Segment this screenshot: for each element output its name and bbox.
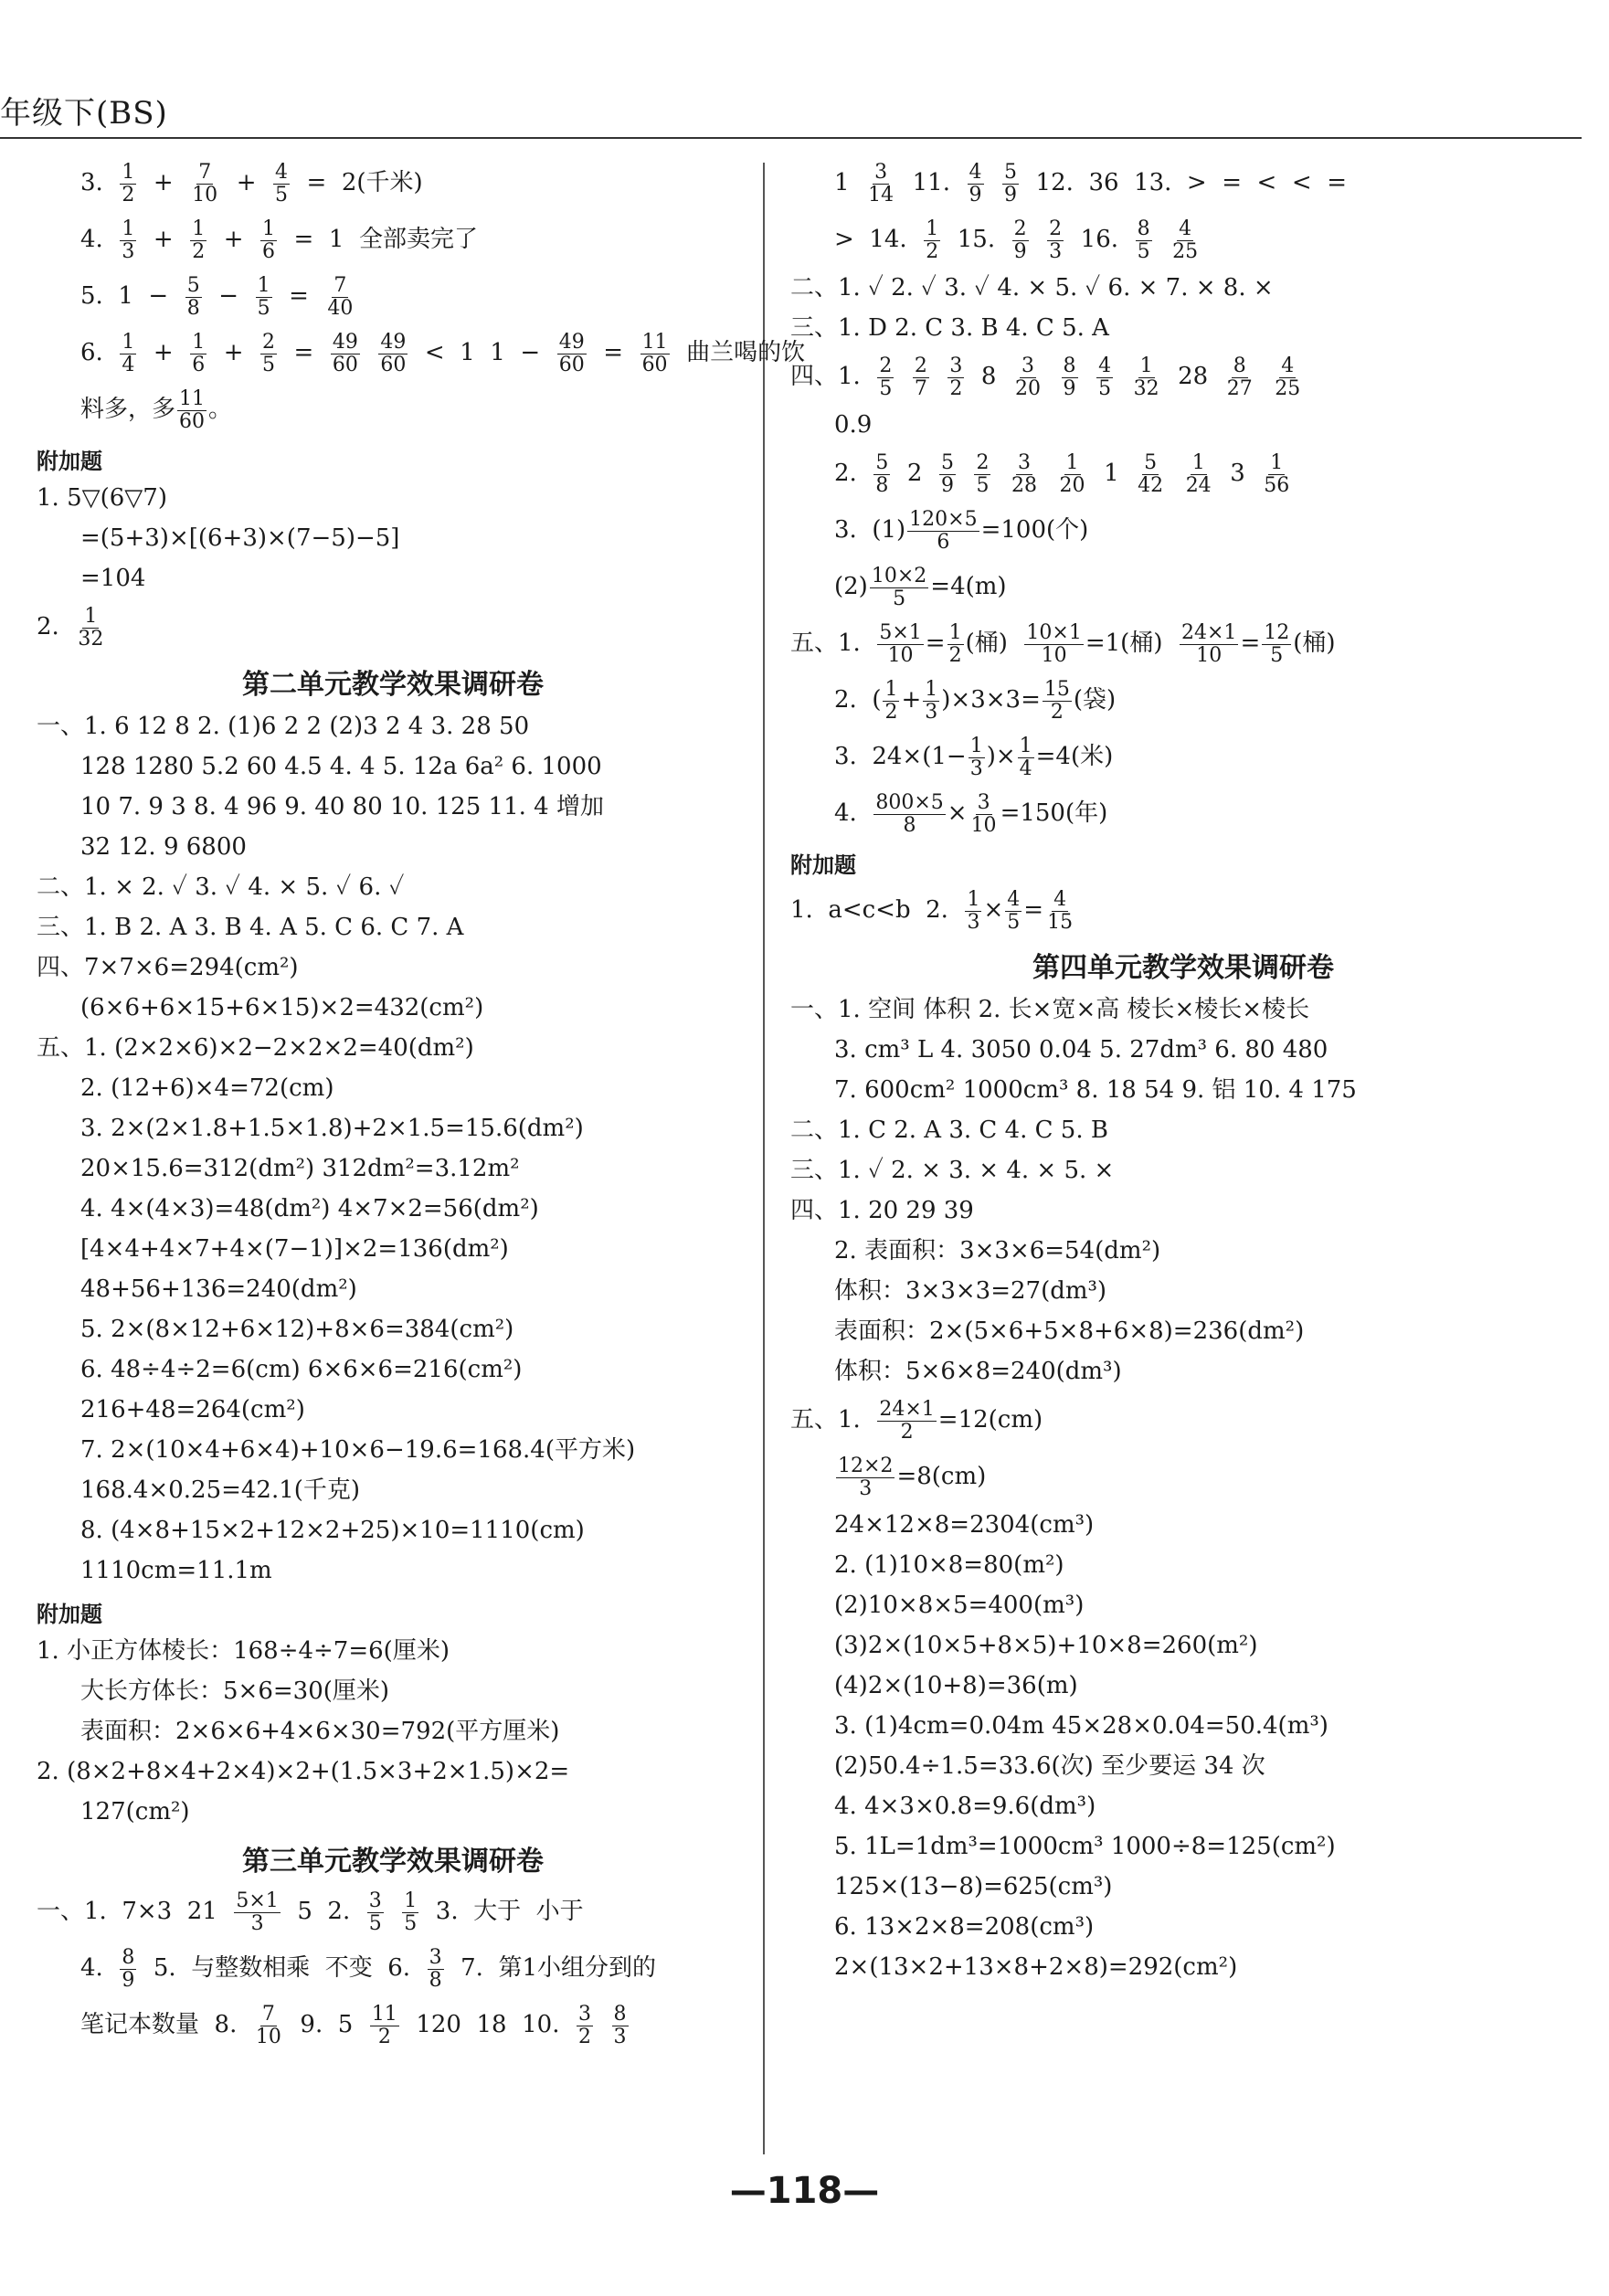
section-title-unit4: 第四单元教学效果调研卷 bbox=[1032, 952, 1334, 984]
answer-line: 216+48=264(cm²) bbox=[80, 1396, 305, 1424]
answer-line: 4. 1 3 + 1 2 + 1 6 = 1 全部卖完了 bbox=[80, 217, 478, 263]
section-title-unit2: 第二单元教学效果调研卷 bbox=[242, 669, 544, 701]
answer-line: 2. 表面积：3×3×6=54(dm²) bbox=[834, 1237, 1161, 1265]
fraction: 4 5 bbox=[1098, 354, 1112, 400]
fraction: 7 10 bbox=[255, 2003, 281, 2048]
fraction: 3 14 bbox=[868, 161, 894, 206]
answer-line: 10 7. 9 3 8. 4 96 9. 40 80 10. 125 11. 4 增加 bbox=[80, 793, 604, 821]
fraction: 7 10 bbox=[192, 161, 218, 206]
fraction: 11 2 bbox=[371, 2003, 397, 2048]
answer-line: 128 1280 5.2 60 4.5 4. 4 5. 12a 6a² 6. 1000 bbox=[80, 753, 602, 781]
answer-line: =104 bbox=[80, 565, 146, 593]
fraction: 49 60 bbox=[380, 331, 407, 376]
answer-line: 二、1. × 2. ✓ 3. ✓ 4. × 5. ✓ 6. ✓ bbox=[37, 873, 405, 902]
answer-line: 四、1. 2 5 2 7 3 2 8 3 20 8 9 4 5 1 32 28 8 27 4 25 bbox=[790, 354, 1301, 400]
fraction: 1 20 bbox=[1059, 451, 1085, 497]
fraction: 4 25 bbox=[1172, 217, 1199, 263]
fraction: 3 20 bbox=[1015, 354, 1042, 400]
answer-line: 5. 1L=1dm³=1000cm³ 1000÷8=125(cm²) bbox=[834, 1833, 1336, 1861]
answer-line: 1. a<c<b 2. 1 3 × 4 5 = 4 15 bbox=[790, 888, 1074, 934]
right-column bbox=[790, 155, 1576, 1988]
fraction: 4 25 bbox=[1275, 354, 1301, 400]
answer-line: 1110cm=11.1m bbox=[80, 1557, 272, 1585]
left-column bbox=[37, 155, 806, 2054]
fraction: 1 2 bbox=[884, 678, 898, 724]
fraction: 1 3 bbox=[122, 217, 135, 263]
answer-line: 3. 2×(2×1.8+1.5×1.8)+2×1.5=15.6(dm²) bbox=[80, 1115, 584, 1143]
fraction: 3 28 bbox=[1011, 451, 1038, 497]
fraction: 1 56 bbox=[1264, 451, 1290, 497]
fraction: 4 9 bbox=[969, 161, 982, 206]
fraction: 5×1 10 bbox=[879, 621, 922, 667]
answer-line: 2. (1)10×8=80(m²) bbox=[834, 1551, 1064, 1580]
fraction: 1 4 bbox=[122, 331, 135, 376]
answer-line: 表面积：2×6×6+4×6×30=792(平方厘米) bbox=[80, 1718, 560, 1746]
answer-line: 五、1. (2×2×6)×2−2×2×2=40(dm²) bbox=[37, 1034, 474, 1063]
answer-line: (3)2×(10×5+8×5)+10×8=260(m²) bbox=[834, 1632, 1258, 1660]
fraction: 2 3 bbox=[1049, 217, 1063, 263]
fraction: 3 10 bbox=[970, 791, 997, 837]
fraction: 3 5 bbox=[368, 1889, 382, 1935]
fraction: 2 5 bbox=[976, 451, 990, 497]
fraction: 4 5 bbox=[1007, 888, 1021, 934]
answer-line: 24×12×8=2304(cm³) bbox=[834, 1511, 1095, 1539]
fraction: 1 2 bbox=[192, 217, 206, 263]
fraction: 5 8 bbox=[186, 274, 200, 320]
answer-line: 一、1. 7×3 21 5×1 3 5 2. 3 5 1 5 3. 大于 小于 bbox=[37, 1889, 584, 1935]
page-number: —118— bbox=[729, 2170, 880, 2212]
fraction: 800×5 8 bbox=[875, 791, 944, 837]
answer-line: 7. 2×(10×4+6×4)+10×6−19.6=168.4(平方米) bbox=[80, 1436, 636, 1465]
fraction: 3 2 bbox=[578, 2003, 591, 2048]
answer-line: 一、1. 6 12 8 2. (1)6 2 2 (2)3 2 4 3. 28 50 bbox=[37, 713, 530, 741]
answer-line: (2)50.4÷1.5=33.6(次) 至少要运 34 次 bbox=[834, 1752, 1265, 1781]
bonus-heading: 附加题 bbox=[790, 852, 856, 878]
answer-line: 1. 5▽(6▽7) bbox=[37, 484, 167, 513]
fraction: 10×2 5 bbox=[871, 565, 927, 610]
answer-line: 32 12. 9 6800 bbox=[80, 833, 247, 862]
answer-line: 一、1. 空间 体积 2. 长×宽×高 棱长×棱长×棱长 bbox=[790, 996, 1310, 1024]
fraction: 12 5 bbox=[1264, 621, 1290, 667]
fraction: 1 4 bbox=[1019, 735, 1032, 780]
answer-line: 48+56+136=240(dm²) bbox=[80, 1275, 357, 1304]
fraction: 15 2 bbox=[1043, 678, 1070, 724]
bonus-heading: 附加题 bbox=[37, 1601, 102, 1627]
answer-line: > 14. 1 2 15. 2 9 2 3 16. 8 5 4 25 bbox=[834, 217, 1199, 263]
answer-line: 大长方体长：5×6=30(厘米) bbox=[80, 1677, 390, 1706]
answer-line: 8. (4×8+15×2+12×2+25)×10=1110(cm) bbox=[80, 1517, 585, 1545]
fraction: 2 7 bbox=[914, 354, 927, 400]
fraction: 1 24 bbox=[1185, 451, 1212, 497]
answer-line: =(5+3)×[(6+3)×(7−5)−5] bbox=[80, 524, 400, 553]
fraction: 12×2 3 bbox=[838, 1455, 894, 1500]
fraction: 4 15 bbox=[1047, 888, 1074, 934]
answer-line: 三、1. B 2. A 3. B 4. A 5. C 6. C 7. A bbox=[37, 914, 464, 942]
answer-line: 料多，多 11 60 。 bbox=[80, 387, 233, 433]
fraction: 7 40 bbox=[327, 274, 354, 320]
answer-line: 体积：5×6×8=240(dm³) bbox=[834, 1358, 1122, 1386]
answer-line: 2×(13×2+13×8+2×8)=292(cm²) bbox=[834, 1953, 1238, 1982]
answer-line: 3. 1 2 + 7 10 + 4 5 = 2(千米) bbox=[80, 161, 423, 206]
answer-line: 三、1. D 2. C 3. B 4. C 5. A bbox=[790, 314, 1109, 343]
answer-line: 2. ( 1 2 + 1 3 )×3×3= 15 2 (袋) bbox=[834, 678, 1117, 724]
fraction: 2 5 bbox=[262, 331, 276, 376]
answer-line: 1 3 14 11. 4 9 5 9 12. 36 13. > = < < = bbox=[834, 161, 1347, 206]
fraction: 2 5 bbox=[879, 354, 893, 400]
answer-line: 20×15.6=312(dm²) 312dm²=3.12m² bbox=[80, 1155, 520, 1183]
bonus-heading: 附加题 bbox=[37, 448, 102, 474]
fraction: 8 9 bbox=[122, 1946, 135, 1992]
answer-line: 1. 小正方体棱长：168÷4÷7=6(厘米) bbox=[37, 1637, 450, 1666]
fraction: 1 2 bbox=[926, 217, 939, 263]
header-rule bbox=[0, 137, 1582, 139]
answer-line: 2. 1 32 bbox=[37, 605, 104, 651]
answer-line: 6. 48÷4÷2=6(cm) 6×6×6=216(cm²) bbox=[80, 1356, 523, 1384]
fraction: 8 5 bbox=[1137, 217, 1150, 263]
fraction: 8 27 bbox=[1226, 354, 1253, 400]
answer-line: (4)2×(10+8)=36(m) bbox=[834, 1672, 1078, 1700]
answer-line: 5. 1 − 5 8 − 1 5 = 7 40 bbox=[80, 274, 354, 320]
answer-line: 3. 24×(1− 1 3 )× 1 4 =4(米) bbox=[834, 735, 1114, 780]
fraction: 1 2 bbox=[122, 161, 135, 206]
answer-line: 3. cm³ L 4. 3050 0.04 5. 27dm³ 6. 80 480 bbox=[834, 1036, 1328, 1064]
answer-line: 0.9 bbox=[834, 411, 873, 439]
answer-line: 2. 5 8 2 5 9 2 5 3 28 1 20 1 5 42 1 24 3 1 56 bbox=[834, 451, 1290, 497]
answer-line: 168.4×0.25=42.1(千克) bbox=[80, 1476, 361, 1505]
answer-line: 12×2 3 =8(cm) bbox=[838, 1455, 987, 1500]
fraction: 1 6 bbox=[192, 331, 206, 376]
fraction: 3 8 bbox=[429, 1946, 442, 1992]
answer-line: 二、1. ✓ 2. ✓ 3. ✓ 4. × 5. ✓ 6. × 7. × 8. × bbox=[790, 274, 1274, 302]
answer-line: 四、1. 20 29 39 bbox=[790, 1197, 974, 1225]
answer-line: 4. 8 9 5. 与整数相乘 不变 6. 3 8 7. 第1小组分到的 bbox=[80, 1946, 657, 1992]
answer-line: (2)10×8×5=400(m³) bbox=[834, 1592, 1085, 1620]
fraction: 5 42 bbox=[1138, 451, 1164, 497]
fraction: 49 60 bbox=[558, 331, 585, 376]
fraction: 120×5 6 bbox=[909, 508, 978, 554]
fraction: 1 3 bbox=[925, 678, 938, 724]
fraction: 4 5 bbox=[275, 161, 289, 206]
answer-line: 127(cm²) bbox=[80, 1798, 190, 1826]
column-divider bbox=[763, 163, 765, 2154]
fraction: 8 9 bbox=[1063, 354, 1076, 400]
answer-line: (2) 10×2 5 =4(m) bbox=[834, 565, 1007, 610]
fraction: 1 3 bbox=[969, 735, 983, 780]
answer-line: 体积：3×3×3=27(dm³) bbox=[834, 1277, 1107, 1306]
fraction: 1 6 bbox=[262, 217, 276, 263]
fraction: 2 9 bbox=[1013, 217, 1027, 263]
page-header: 年级下(BS) bbox=[0, 95, 168, 132]
fraction: 1 32 bbox=[78, 605, 104, 651]
answer-line: 6. 13×2×8=208(cm³) bbox=[834, 1913, 1095, 1942]
answer-line: 5. 2×(8×12+6×12)+8×6=384(cm²) bbox=[80, 1316, 514, 1344]
answer-line: 五、1. 24×1 2 =12(cm) bbox=[790, 1398, 1043, 1444]
answer-line: 2. (12+6)×4=72(cm) bbox=[80, 1074, 334, 1103]
fraction: 1 3 bbox=[967, 888, 980, 934]
answer-line: 三、1. ✓ 2. × 3. × 4. × 5. × bbox=[790, 1157, 1115, 1185]
answer-line: 3. (1) 120×5 6 =100(个) bbox=[834, 508, 1089, 554]
fraction: 5 8 bbox=[875, 451, 889, 497]
fraction: 8 3 bbox=[613, 2003, 627, 2048]
answer-line: 7. 600cm² 1000cm³ 8. 18 54 9. 铝 10. 4 175 bbox=[834, 1076, 1357, 1105]
fraction: 5 9 bbox=[940, 451, 954, 497]
section-title-unit3: 第三单元教学效果调研卷 bbox=[242, 1846, 544, 1878]
answer-line: 4. 800×5 8 × 3 10 =150(年) bbox=[834, 791, 1108, 837]
answer-line: 二、1. C 2. A 3. C 4. C 5. B bbox=[790, 1116, 1108, 1145]
answer-line: 4. 4×3×0.8=9.6(dm³) bbox=[834, 1793, 1096, 1821]
fraction: 1 5 bbox=[257, 274, 270, 320]
fraction: 1 5 bbox=[404, 1889, 418, 1935]
answer-line: (6×6+6×15+6×15)×2=432(cm²) bbox=[80, 994, 484, 1022]
fraction: 5 9 bbox=[1004, 161, 1018, 206]
answer-line: 五、1. 5×1 10 = 1 2 (桶) 10×1 10 =1(桶) 24×1 10 = 12 5 (桶) bbox=[790, 621, 1336, 667]
fraction: 11 60 bbox=[641, 331, 668, 376]
fraction: 1 32 bbox=[1133, 354, 1159, 400]
answer-line: 笔记本数量 8. 7 10 9. 5 11 2 120 18 10. 3 2 8 3 bbox=[80, 2003, 627, 2048]
fraction: 5×1 3 bbox=[236, 1889, 279, 1935]
answer-line: 125×(13−8)=625(cm³) bbox=[834, 1873, 1113, 1901]
fraction: 10×1 10 bbox=[1026, 621, 1082, 667]
answer-line: [4×4+4×7+4×(7−1)]×2=136(dm²) bbox=[80, 1235, 509, 1264]
fraction: 3 2 bbox=[949, 354, 963, 400]
answer-line: 2. (8×2+8×4+2×4)×2+(1.5×3+2×1.5)×2= bbox=[37, 1758, 570, 1786]
answer-line: 3. (1)4cm=0.04m 45×28×0.04=50.4(m³) bbox=[834, 1712, 1328, 1741]
answer-line: 4. 4×(4×3)=48(dm²) 4×7×2=56(dm²) bbox=[80, 1195, 539, 1223]
fraction: 49 60 bbox=[332, 331, 358, 376]
answer-line: 表面积：2×(5×6+5×8+6×8)=236(dm²) bbox=[834, 1317, 1305, 1346]
answer-line: 四、7×7×6=294(cm²) bbox=[37, 954, 299, 982]
fraction: 11 60 bbox=[179, 387, 206, 433]
fraction: 24×1 10 bbox=[1181, 621, 1237, 667]
fraction: 1 2 bbox=[948, 621, 962, 667]
fraction: 24×1 2 bbox=[879, 1398, 935, 1444]
answer-line: 6. 1 4 + 1 6 + 2 5 = 49 60 49 60 < 1 1 − 49 60 = 11 60 曲兰喝的饮 bbox=[80, 331, 806, 376]
